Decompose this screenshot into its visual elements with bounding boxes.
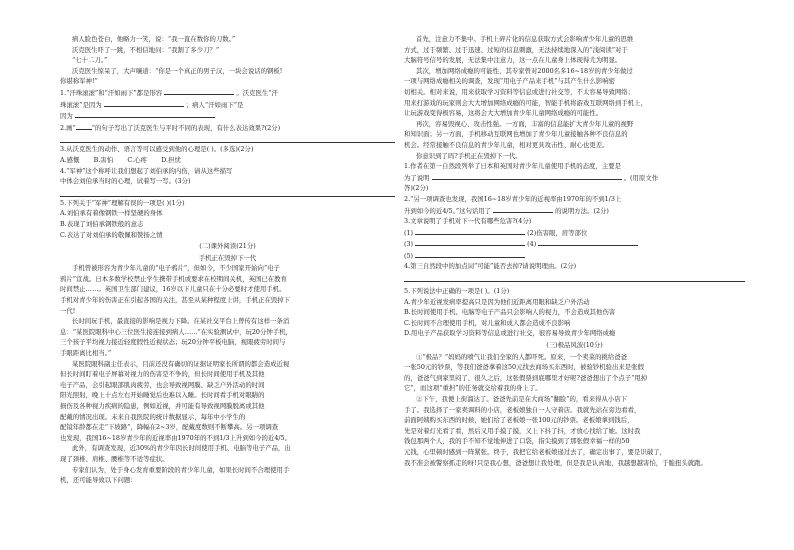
article-line: 但长时间盯着电子屏幕对视力的伤害是不争的，但长时间使用手机及其他 [60,370,265,379]
article-line: 首先，注意力不集中。手机上碎片化的信息获取方式会影响青少年儿童的思维 [416,35,634,43]
option: B.长时间使用手机、电脑等电子产品只会影响人的视力，不会造成其他伤害 [404,308,616,317]
question-4: 4.“军神”这个称呼让我们想起了刘伯承的内伤，请从这些描写 [60,166,233,175]
question-1: 1.“汗珠滚滚”和“汗如雨下”都是形容 。沃克医生“汗 [60,88,278,97]
article-line: 大脑符号信号的发展，无法集中注意力，这一点在儿童身上体现得尤为明显。 [404,56,622,65]
article-line: 鸦片”宣战。日本多数学校禁止学生携带手机或要求在校期间关机，英国已在教育 [60,274,287,283]
story-line: 先是对着灯光看了看，然后又用手摸了摸，又上下抖了抖，才放心找给了她。这时我 [404,426,641,435]
story-line: 元钱，心里顿时感到一阵紧张。终于，我把它给老板娘递过去了，确定出事了，要是识破了， [404,447,667,456]
article-line: 一项与网络成瘾相关的调查，发现“用电子产品来手机”与其产生什么影响密 [404,77,616,86]
question-1-cont: 因为 [60,110,395,122]
article-line: 此外，有调查发现，近30%的青少年因长时间使用手机、电脑等电子产品，出 [72,444,291,453]
option: B.表现了刘伯承钢铁般的意志 [60,219,144,228]
story-line: 沃克医生吓了一跳，不相信地问：“我割了多少刀？” [72,45,220,54]
option: D.用电子产品获取学习资料等信息或进行社交，很容易导致青少年网络成瘾 [404,329,616,338]
story-line: ①“极品？”妈妈的喷气让我们全家的人都吓死。原来，一个卖菜的挑给爸爸 [416,352,628,361]
answer-line[interactable] [404,272,745,282]
story-line: “七十二刀。” [72,56,108,65]
answer-blank[interactable] [415,238,525,246]
question-1-cont: 珠滚滚”是因为 ；病人“汗如雨下”是 [60,100,244,109]
article-line: 手机对青少年的伤害正在引起各国的关注，甚至从某种程度上讲，手机正在毁掉下 [60,296,291,305]
article-line: 手眼距离比相当。” [60,349,112,358]
article-line: 长时间玩手机，最直接的影响是视力下降。在某社交平台上曾传有这样一条消 [72,317,290,326]
right-column [404,34,745,468]
article-line: 再次，容易毁视心、攻击性强。一方面，丰富的信息能扩大青少年儿童的视野 [416,119,634,128]
article-line: 切相关。相对来说，用来获取学习资料等信息或进行社交等，不太容易导致网络； [404,87,635,96]
article-line: 损伤及各种视力疾病的隐患，例如近视，并可能有导致视网膜脱离或其他 [60,402,265,410]
question-1-cont: 为了说明 。(用原文作 [404,173,659,182]
question-3-options: A.感慨 B.害怕 C.心疼 D.担忧 [60,155,181,164]
question-1-cont: 答)(2分) [404,184,429,193]
article-line: 机会。经常接触不良信息的青少年儿童，相对更具攻击性、耐心也更差。 [404,140,609,149]
option: C.表达了对刘伯承的敬佩和赞扬之情 [60,230,163,239]
answer-blank[interactable] [493,205,553,213]
answer-blank[interactable] [164,87,234,95]
story-line: 手了。我选择了一家卖调料的小店，老板娘独自一人守着店。我就先站在旁边看看， [404,405,641,414]
answer-blank[interactable] [104,99,184,107]
story-line: 的，爸爸气到家里闷了，很久之后，这张假票到底哪里才好呢?爸爸想出了个点子“甩掉 [404,373,648,382]
story-line: 沃克医生惊呆了，大声嚷道：“你是一个真正的男子汉，一块会说话的钢板! [72,66,283,75]
article-line: 机，还可能导致以下问题： [60,476,137,485]
article-line: 你意识到了吗?手机正在毁掉下一代。 [416,151,522,160]
article-line: 某医院眼科副主任表示，目前还没有确切的证据证明家长所谓的都会造成近视 [72,359,290,368]
answer-blank[interactable] [415,227,525,235]
article-line: 三个孩子平均视力接近轻度假性近视状态；玩20分钟平板电脑，视眼疲劳时间与 [60,338,286,347]
question-3: 3.文章说明了手机对下一代有哪些危害?(4分) [404,217,532,226]
article-line: 专家们认为，处于身心发育重要阶段的青少年儿童，如果长时间不合理使用手 [72,465,290,474]
article-line: 一代! [60,306,76,315]
story-line: 病人脸色苍白，他略力一笑，说：“我一直在数你的刀数。” [72,35,236,43]
answer-blank[interactable] [75,110,215,118]
left-column [60,34,395,486]
answer-line[interactable] [60,133,395,143]
answer-blank[interactable] [415,250,525,258]
question-5: 5.下列说法中正确的一项是( )。(1分) [404,287,510,296]
option: C.长时间不合理使用手机，对儿童和成人都会造成不良影响 [404,318,571,327]
question-1: 1.作者在第一自然段列举了日本和英国对青少年儿童使用手机的态度，主要是 [404,162,621,171]
article-line: 息：“某医院眼科中心三位医生接连接到病人……”在实验测试中，玩20分钟手机， [60,327,292,336]
question-3-items: (1) (2)伤害眼，肩等部位 [404,228,588,237]
article-line: 配戴的情况出现。未来自我医院的统计数据显示，每年中小学生的 [60,412,246,421]
article-line: 方式，过于频繁、过于迅速、过短的信息刺激，无法持续地深入的“浅阅读”对于 [404,45,628,54]
question-4: 4.第三自然段中的加点词“可能”能否去掉?请说明理由。(2分) [404,262,577,271]
article-line: 电子产品，会引起眼部肌肉疲劳，也会导致视网膜、缺乏户外活动的时间 [60,380,265,389]
section-heading: (二)课外阅读(21分) [199,242,256,251]
option: A.青少年近视发病率提高只是因为他们近距离用眼和缺乏户外活动 [404,297,590,306]
story-line: ②下午，我便上街溜达了。爸爸先前是在大商场“翻脸”的，看来得从小店下 [416,395,628,403]
section-heading: (三)极品风波(10分) [546,341,603,350]
story-line: 一张50元的钞票，等我们爸爸拿着这50元找去商场买东西时，被验钞机验出来是张假 [404,363,644,372]
question-2: 2.“另一项调查也发现，我国16~18岁青少年的近视率由1970年的不到1/3上 [404,194,622,203]
story-line: 钱包那两个人，我的手不知不觉地伸进了口袋，指尖摸到了那张假幸福一样的50 [404,437,630,446]
question-2: 2.画“ ”的句子写出了沃克医生与平时不同的表现，有什么表达效果?(2分) [60,123,281,132]
story-line: 它”，而这项“重担”的任务就交给着我的身上了。 [404,384,542,393]
article-line: 配镜年龄都在走“下坡路”，降幅在2~3岁，配戴度数则不断攀高。另一项调查 [60,423,279,432]
option: A.刘伯承有着像钢铁一样坚硬的身体 [60,209,163,218]
story-line: 我不准会被警察抓走的呀!只是我心想，爸爸想让我处理，但是我是认真地，我越想越害怕，于脆扭头就跑。 [404,458,707,467]
article-line: 时间禁止……。英国卫生部门建议，16岁以下儿童只在十分必要时才使用手机。 [60,285,286,294]
answer-blank[interactable] [432,172,622,180]
article-line: 和知识面；另一方面，手机移动互联网也增加了青少年儿童接触各种不良信息的 [404,130,628,139]
story-line: 你堪称军神!” [60,77,98,86]
question-3: 3.从沃克医生的动作、语言等可以感受到他的心理是( )。(多选)(2分) [60,145,254,154]
question-4-cont: 中体会刘伯承当时的心理，试着写一写。(3分) [60,177,191,186]
article-line: 其次，增加网络成瘾的可能性，其专家曾对2000名多16~18岁的青少年做过 [416,66,633,75]
article-title: 手机正在毁掉下一代 [198,253,257,262]
article-line: 阳光照射，晚上十点左右开始睡觉后也难以入睡。长时间看手机对眼睛的 [60,391,265,400]
question-2-cont: 升到如今的近4/5。”这句话用了 的说明方法。(2分) [404,206,609,215]
article-line: 也发现，我国16~18岁青少年的近视率由1970年的不到1/3上升到如今的近4/5。 [60,433,291,442]
answer-line[interactable] [60,187,395,197]
question-3-items: (5) [404,250,745,262]
story-line: 前面阿姨购买东西的时候，她们给了老板娘一张100元的钞票。老板娘拿到钱后， [404,416,634,425]
article-line: 让玩游戏变得极容易，这将会大大增加青少年儿童网络成瘾的可能性。 [404,109,603,118]
article-line: 用来打游戏的玩家则会大大增加网络成瘾的可能，智能手机将游戏互联网络到手机上， [404,98,647,107]
question-5: 5.下列关于“军神”理解有误的一项是( )(1分) [60,198,185,207]
question-3-items: (3) (4) [404,238,745,250]
answer-blank[interactable] [538,238,638,246]
article-line: 现了颈椎、肩椎、腰椎等不适等症状。 [60,454,169,463]
article-line: 手机曾被形容为青少年儿童的“电子鸦片”，但如今，不少国家开始向“电子 [72,264,280,273]
